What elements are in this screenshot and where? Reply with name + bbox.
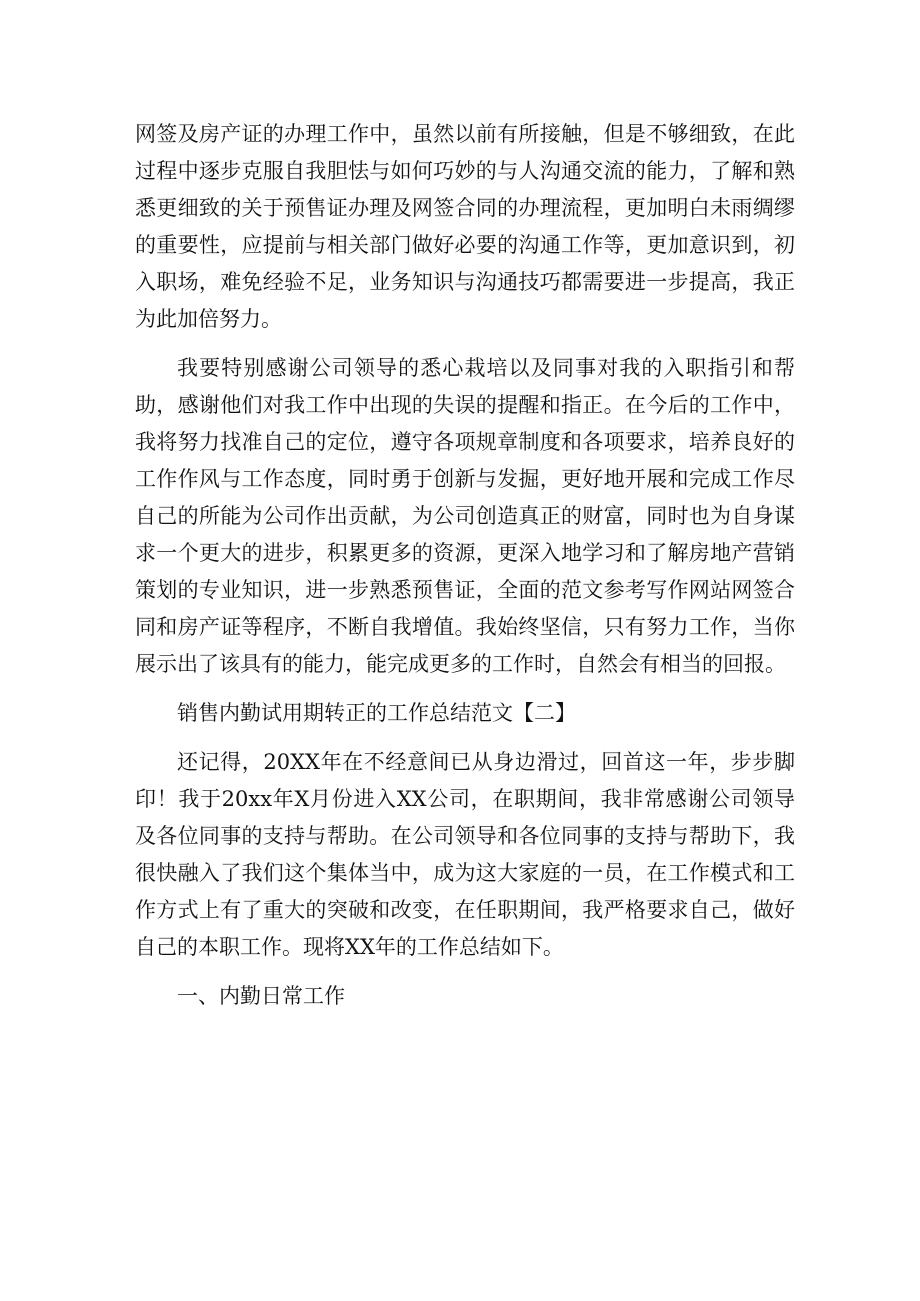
document-body [135,116,795,1027]
paragraph-review: 还记得，20XX年在不经意间已从身边滑过，回首这一年，步步脚印！我于20xx年X月份进入XX公司，在职期间，我非常感谢公司领导及各位同事的支持与帮助。在公司领导和各位同事的支持与帮助下，我很快融入了我们这个集体当中，成为这大家庭的一员，在工作模式和工作方式上有了重大的突破和改变，在任职期间，我严格要求自己，做好自己的本职工作。现将XX年的工作总结如下。 [135,750,795,959]
section-title: 销售内勤试用期转正的工作总结范文【二】 [177,701,576,725]
paragraph-thanks: 我要特别感谢公司领导的悉心栽培以及同事对我的入职指引和帮助，感谢他们对我工作中出现的失误的提醒和指正。在今后的工作中，我将努力找准自己的定位，遵守各项规章制度和各项要求，培养良好的工作作风与工作态度，同时勇于创新与发掘，更好地开展和完成工作尽自己的所能为公司作出贡献，为公司创造真正的财富，同时也为自身谋求一个更大的进步，积累更多的资源，更深入地学习和了解房地产营销策划的专业知识，进一步熟悉预售证，全面的范文参考写作网站网签合同和房产证等程序，不断自我增值。我始终坚信，只有努力工作，当你展示出了该具有的能力，能完成更多的工作时，自然会有相当的回报。 [135,356,795,676]
paragraph-continued: 网签及房产证的办理工作中，虽然以前有所接触，但是不够细致，在此过程中逐步克服自我胆怯与如何巧妙的与人沟通交流的能力，了解和熟悉更细致的关于预售证办理及网签合同的办理流程，更加明白未雨绸缪的重要性，应提前与相关部门做好必要的沟通工作等，更加意识到，初入职场，难免经验不足，业务知识与沟通技巧都需要进一步提高，我正为此加倍努力。 [135,122,795,331]
subsection-heading: 一、内勤日常工作 [177,984,345,1008]
